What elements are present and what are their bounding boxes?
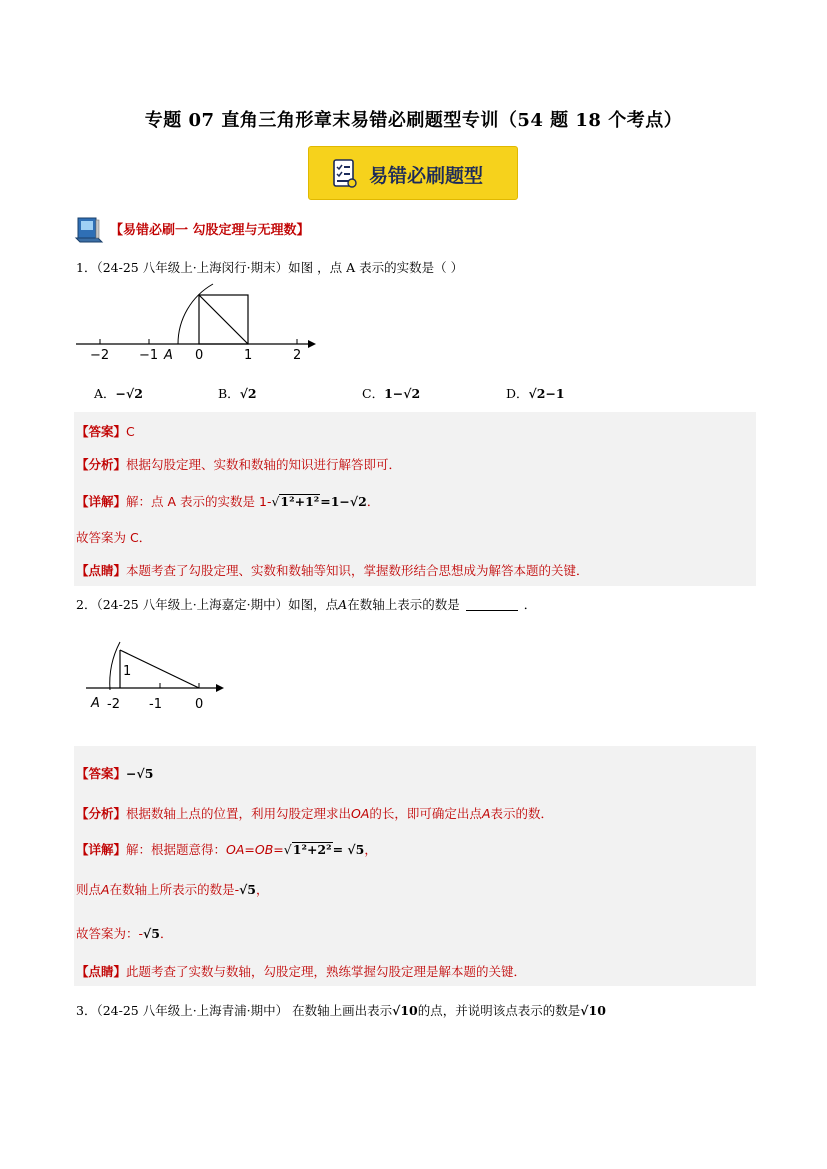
q2-answer: 【答案】−√5 — [76, 766, 154, 781]
q2-figure — [80, 636, 240, 716]
q2-analysis: 【分析】根据数轴上点的位置，利用勾股定理求出OA的长，即可确定出点A表示的数． — [76, 806, 554, 821]
q2-comment: 【点睛】此题考查了实数与数轴，勾股定理，熟练掌握勾股定理是解本题的关键． — [76, 964, 527, 979]
q2-solution-box — [74, 746, 756, 986]
point-label: A — [164, 348, 173, 360]
tick-label: −2 — [90, 348, 110, 360]
q2-stem: 2．（24-25 八年级上·上海嘉定·期中）如图，点A在数轴上表示的数是 ． — [76, 597, 537, 612]
hypotenuse — [120, 650, 199, 688]
side-label: 1 — [123, 664, 132, 679]
q1-analysis: 【分析】根据勾股定理、实数和数轴的知识进行解答即可． — [76, 457, 402, 472]
section-label: 【易错必刷一 勾股定理与无理数】 — [110, 223, 310, 238]
page-title: 专题 07 直角三角形章末易错必刷题型专训（54 题 18 个考点） — [144, 110, 683, 131]
diagonal — [199, 295, 248, 344]
banner — [308, 146, 518, 200]
q1-conclusion: 故答案为 C． — [76, 530, 152, 545]
tick-label: -2 — [107, 697, 120, 712]
tick-label: 1 — [244, 348, 253, 360]
q3-stem: 3．（24-25 八年级上·上海青浦·期中） 在数轴上画出表示√10的点，并说明该点表示的数是√10 — [76, 1003, 606, 1018]
tick-label: −1 — [139, 348, 159, 360]
point-label: A — [91, 696, 100, 711]
arrow-icon — [216, 684, 224, 692]
arc — [110, 642, 120, 690]
q1-detail: 【详解】解：点 A 表示的实数是 1-√1²+1²=1−√2． — [76, 494, 380, 509]
option-a: A．−√2 — [94, 386, 143, 401]
q2-conclusion: 故答案为：-√5． — [76, 926, 173, 941]
tick-label: 2 — [293, 348, 302, 360]
tick-label: -1 — [149, 697, 162, 712]
q2-detail: 【详解】解：根据题意得：OA=OB=√1²+2²= √5， — [76, 842, 377, 857]
book-icon — [74, 216, 104, 244]
option-d: D．√2−1 — [506, 386, 565, 401]
q2-line2: 则点A在数轴上所表示的数是-√5， — [76, 882, 269, 897]
option-b: B．√2 — [218, 386, 257, 401]
q1-answer: 【答案】C — [76, 424, 135, 439]
q1-solution-box — [74, 412, 756, 586]
arc — [178, 284, 213, 344]
arrow-icon — [308, 340, 316, 348]
tick-label: 0 — [195, 348, 204, 360]
checklist-icon — [333, 159, 357, 189]
banner-label: 易错必刷题型 — [369, 165, 484, 187]
q1-stem: 1．（24-25 八年级上·上海闵行·期末）如图 ，点 A 表示的实数是（ ） — [76, 260, 464, 275]
option-c: C．1−√2 — [362, 386, 421, 401]
q1-comment: 【点睛】本题考查了勾股定理、实数和数轴等知识，掌握数形结合思想成为解答本题的关键． — [76, 563, 589, 578]
tick-label: 0 — [195, 697, 204, 712]
q1-figure — [70, 278, 330, 360]
answer-blank — [466, 598, 518, 611]
